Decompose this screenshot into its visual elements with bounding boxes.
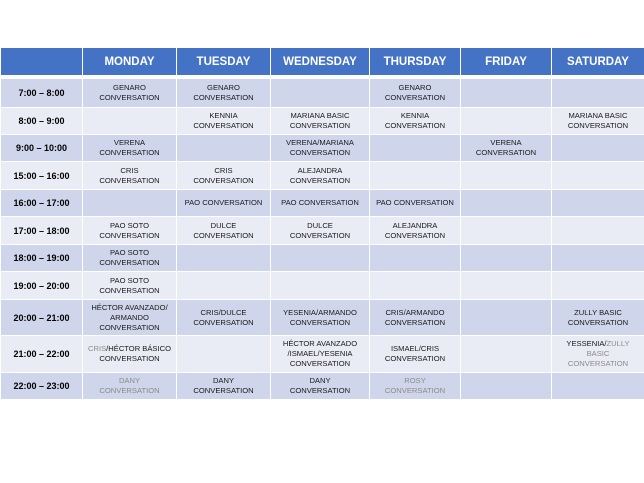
class-text: CONVERSATION: [289, 230, 351, 240]
class-text: BASIC: [586, 349, 610, 358]
class-text: DULCE: [307, 220, 333, 230]
class-text: CONVERSATION: [193, 175, 254, 185]
schedule-cell-monday: [83, 190, 177, 217]
schedule-cell-saturday: [552, 79, 644, 108]
time-slot-label: 8:00 – 9:00: [1, 108, 83, 135]
schedule-cell-friday: [461, 272, 552, 300]
schedule-cell-saturday: [552, 108, 644, 135]
class-text: CONVERSATION: [99, 386, 160, 395]
schedule-cell-friday: [461, 217, 552, 245]
schedule-cell-tuesday: [177, 108, 271, 135]
schedule-cell-saturday: [552, 373, 644, 400]
time-slot-label: 9:00 – 10:00: [1, 135, 83, 162]
schedule-cell-tuesday: [177, 336, 271, 373]
schedule-row: [1, 373, 644, 400]
class-text: CONVERSATION: [289, 317, 351, 327]
class-text: VERENA: [113, 138, 146, 147]
class-text: CONVERSATION: [193, 93, 254, 102]
class-text: CONVERSATION: [384, 317, 446, 327]
class-text: CONVERSATION: [99, 285, 160, 295]
schedule-cell-thursday: [370, 300, 461, 336]
class-text: CONVERSATION: [289, 175, 351, 185]
class-text: PAO SOTO: [110, 275, 149, 285]
class-text: GENARO: [113, 83, 146, 92]
schedule-cell-saturday: [552, 135, 644, 162]
schedule-cell-friday: [461, 79, 552, 108]
schedule-row: [1, 108, 644, 135]
schedule-cell-wednesday: [271, 162, 370, 190]
schedule-cell-wednesday: [271, 336, 370, 373]
header-row: [1, 48, 644, 76]
day-header-tuesday: TUESDAY: [177, 48, 271, 76]
class-text: CONVERSATION: [384, 230, 446, 240]
class-text: KENNIA: [400, 111, 430, 120]
schedule-cell-tuesday: [177, 245, 271, 272]
schedule-cell-wednesday: [271, 217, 370, 245]
class-text: CRIS: [214, 165, 233, 175]
schedule-row: [1, 272, 644, 300]
schedule-body: [1, 76, 644, 400]
class-text: CONVERSATION: [289, 121, 351, 130]
class-text: ARMANDO: [110, 312, 149, 322]
schedule-cell-monday: [83, 79, 177, 108]
class-text: PAO SOTO: [110, 220, 149, 230]
class-text: GENARO: [398, 83, 432, 92]
class-text: YESSENIA/: [566, 339, 607, 348]
schedule-cell-friday: [461, 373, 552, 400]
class-text: CONVERSATION: [384, 93, 446, 102]
class-text: CONVERSATION: [384, 354, 446, 363]
class-text: CONVERSATION: [289, 386, 351, 395]
class-text: YESENIA/ARMANDO: [283, 307, 357, 317]
schedule-cell-wednesday: [271, 190, 370, 217]
schedule-cell-saturday: [552, 272, 644, 300]
schedule-cell-friday: [461, 336, 552, 373]
schedule-cell-saturday: [552, 245, 644, 272]
class-text: ROSY: [404, 376, 426, 385]
schedule-cell-thursday: [370, 190, 461, 217]
schedule-cell-tuesday: [177, 135, 271, 162]
class-text: CONVERSATION: [384, 121, 446, 130]
schedule-cell-monday: [83, 245, 177, 272]
schedule-cell-monday: [83, 300, 177, 336]
schedule-cell-saturday: [552, 217, 644, 245]
class-text: CRIS: [120, 165, 139, 175]
schedule-cell-wednesday: [271, 79, 370, 108]
time-slot-label: 20:00 – 21:00: [1, 300, 83, 336]
class-text: MARIANA BASIC: [568, 111, 628, 120]
schedule-cell-tuesday: [177, 300, 271, 336]
class-text: CRIS: [88, 344, 107, 353]
class-text: ZULLY: [606, 339, 630, 348]
schedule-cell-thursday: [370, 373, 461, 400]
schedule-cell-monday: [83, 108, 177, 135]
class-text: DANY: [309, 376, 331, 385]
schedule-cell-tuesday: [177, 190, 271, 217]
schedule-cell-saturday: [552, 300, 644, 336]
schedule-row: [1, 300, 644, 336]
day-header-monday: MONDAY: [83, 48, 177, 76]
schedule-cell-wednesday: [271, 108, 370, 135]
class-text: CRIS/DULCE: [200, 307, 247, 317]
schedule-cell-tuesday: [177, 79, 271, 108]
class-text: CONVERSATION: [193, 317, 254, 327]
schedule-cell-friday: [461, 300, 552, 336]
schedule-cell-wednesday: [271, 373, 370, 400]
class-text: PAO SOTO: [110, 248, 149, 257]
schedule-cell-wednesday: [271, 135, 370, 162]
time-slot-label: 15:00 – 16:00: [1, 162, 83, 190]
schedule-row: [1, 162, 644, 190]
schedule-cell-friday: [461, 245, 552, 272]
day-header-saturday: SATURDAY: [552, 48, 644, 76]
class-text: MARIANA BASIC: [290, 111, 350, 120]
schedule-cell-thursday: [370, 272, 461, 300]
time-slot-label: 17:00 – 18:00: [1, 217, 83, 245]
schedule-cell-thursday: [370, 135, 461, 162]
schedule-cell-wednesday: [271, 245, 370, 272]
time-slot-label: 18:00 – 19:00: [1, 245, 83, 272]
day-header-thursday: THURSDAY: [370, 48, 461, 76]
class-text: HÉCTOR AVANZADO: [282, 339, 358, 348]
class-text: CONVERSATION: [99, 175, 160, 185]
schedule-cell-monday: [83, 135, 177, 162]
schedule-cell-wednesday: [271, 272, 370, 300]
class-text: HÉCTOR AVANZADO/: [91, 302, 168, 312]
schedule-cell-friday: [461, 190, 552, 217]
day-header-friday: FRIDAY: [461, 48, 552, 76]
class-text: /ISMAEL/YESENIA: [287, 349, 353, 358]
schedule-cell-thursday: [370, 217, 461, 245]
time-slot-label: 19:00 – 20:00: [1, 272, 83, 300]
schedule-cell-wednesday: [271, 300, 370, 336]
class-text: ZULLY BASIC: [574, 307, 622, 317]
schedule-cell-monday: [83, 217, 177, 245]
schedule-cell-monday: [83, 336, 177, 373]
schedule-cell-saturday: [552, 162, 644, 190]
schedule-cell-monday: [83, 373, 177, 400]
schedule-row: [1, 79, 644, 108]
class-text: ISMAEL/CRIS: [390, 344, 440, 353]
class-text: VERENA: [490, 138, 522, 147]
class-text: PAO CONVERSATION: [376, 198, 454, 207]
schedule-cell-monday: [83, 162, 177, 190]
class-text: ALEJANDRA: [392, 220, 438, 230]
schedule-cell-saturday: [552, 190, 644, 217]
schedule-cell-tuesday: [177, 217, 271, 245]
class-text: CONVERSATION: [193, 121, 254, 130]
class-text: CONVERSATION: [99, 148, 160, 157]
schedule-cell-monday: [83, 272, 177, 300]
class-text: CONVERSATION: [99, 258, 160, 267]
class-text: DANY: [212, 376, 235, 385]
time-slot-label: 22:00 – 23:00: [1, 373, 83, 400]
schedule-row: [1, 135, 644, 162]
schedule-cell-tuesday: [177, 373, 271, 400]
class-text: CONVERSATION: [567, 359, 629, 368]
schedule-row: [1, 336, 644, 373]
schedule-cell-friday: [461, 162, 552, 190]
schedule-cell-tuesday: [177, 272, 271, 300]
class-text: CONVERSATION: [289, 148, 351, 157]
time-slot-label: 21:00 – 22:00: [1, 336, 83, 373]
class-text: CONVERSATION: [99, 322, 160, 332]
day-header-wednesday: WEDNESDAY: [271, 48, 370, 76]
class-text: CONVERSATION: [99, 230, 160, 240]
schedule-cell-thursday: [370, 79, 461, 108]
class-text: CONVERSATION: [99, 93, 160, 102]
class-text: KENNIA: [209, 111, 238, 120]
time-column-header: [1, 48, 83, 76]
class-text: CONVERSATION: [567, 121, 629, 130]
class-text: CONVERSATION: [99, 354, 160, 363]
class-text: PAO CONVERSATION: [184, 198, 263, 207]
class-text: CONVERSATION: [567, 317, 629, 327]
class-text: CRIS/ARMANDO: [385, 307, 445, 317]
class-text: DANY: [118, 376, 141, 385]
time-slot-label: 7:00 – 8:00: [1, 79, 83, 108]
class-text: CONVERSATION: [193, 386, 254, 395]
schedule-table: [0, 47, 644, 400]
class-text: /HÉCTOR BÁSICO: [106, 344, 171, 353]
schedule-cell-saturday: [552, 336, 644, 373]
schedule-row: [1, 245, 644, 272]
class-text: CONVERSATION: [384, 386, 446, 395]
schedule-cell-thursday: [370, 245, 461, 272]
schedule-row: [1, 190, 644, 217]
schedule-cell-friday: [461, 135, 552, 162]
schedule-row: [1, 217, 644, 245]
class-text: PAO CONVERSATION: [281, 198, 359, 207]
schedule-cell-friday: [461, 108, 552, 135]
schedule-cell-thursday: [370, 336, 461, 373]
class-text: CONVERSATION: [475, 148, 537, 157]
class-text: CONVERSATION: [193, 230, 254, 240]
class-text: CONVERSATION: [289, 359, 351, 368]
time-slot-label: 16:00 – 17:00: [1, 190, 83, 217]
class-text: VERENA/MARIANA: [286, 138, 354, 147]
class-text: DULCE: [210, 220, 237, 230]
class-text: ALEJANDRA: [297, 165, 343, 175]
schedule-cell-thursday: [370, 162, 461, 190]
class-text: GENARO: [207, 83, 240, 92]
schedule-cell-thursday: [370, 108, 461, 135]
schedule-cell-tuesday: [177, 162, 271, 190]
